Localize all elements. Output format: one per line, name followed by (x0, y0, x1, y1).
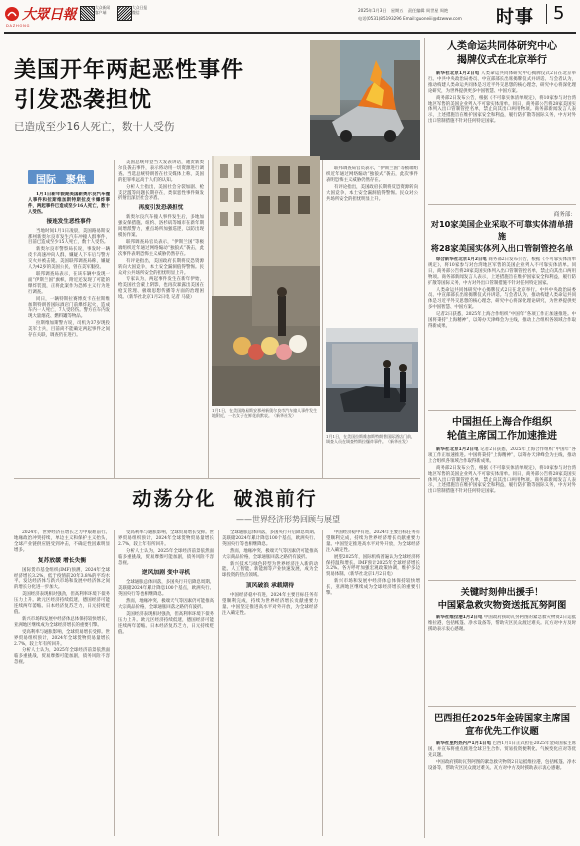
kicker-box (28, 170, 94, 184)
feature-col2-p1: 受高利率与通胀影响，全球贸易增长受抑。世界贸易组织预计，2024年全球货物贸易量增长2.7%，较上年有所回升。 (118, 530, 214, 547)
issue-weekday: 星期五 (390, 8, 404, 13)
feature-col1-p4: 新兴市场和发展中经济体总体保持较快增长，亚洲地区继续成为全球经济增长的重要引擎。 (14, 616, 110, 628)
main-col1-p1: 当地时间1月1日凌晨，美国路易斯安那州新奥尔良市发生汽车冲撞人群事件，目前已造成至少15人死亡，数十人受伤。 (28, 228, 110, 246)
feature-col1-p3: 美国经济表现相对强劲，但高利率环境下债务压力上升。欧元区经济持续低迷，德国经济可能连续两年萎缩。日本经济复苏乏力，日元持续贬值。 (14, 592, 110, 615)
main-col-divider-3 (322, 160, 323, 478)
right-story2-kicker: 商务部： (553, 212, 576, 218)
feature-col4-p1: 中国经济稳中有进，2024年主要目标任务有望顺利完成，持续为世界经济增长贡献重要力量。中国坚定推进高水平对外开放，为全球经济注入确定性。 (326, 530, 420, 553)
main-col1-subhead: 接连发生恶性事件 (46, 218, 92, 225)
right-story2-body (428, 257, 576, 409)
main-col1-p5: 拉斯维加斯警方说，司机为37岁现役美军士兵，目前尚不能确定两起事件之间存在关联，调查仍在进行。 (28, 321, 110, 339)
right-story5-text-cont: 中国政府援助瓦努阿图的紧急救灾物资2日运抵维拉港，包括帐篷、净水设备等，帮助灾区民众渡过难关。瓦方对中方及时援助表示衷心感谢。 (428, 759, 576, 771)
right-story3-title-l2: 轮值主席国工作加速推进 (447, 431, 557, 442)
right-story5-title-l1: 巴西担任2025年金砖国家主席国 (434, 713, 570, 724)
right-col-divider (424, 38, 425, 838)
right-story-4 (428, 586, 576, 677)
feature-col1-p5: 受高利率与通胀影响，全球贸易增长受抑。世界贸易组织预计，2024年全球货物贸易量增长2.7%，较上年有所回升。 (14, 629, 110, 647)
feature-col2-p4: 然而，地缘冲突、极端天气等因素仍可能推高大宗商品价格，全球通胀回落之路仍有波折。 (118, 599, 214, 611)
qr-label-2: 大众日报 微信 (132, 5, 148, 15)
right-story5-byline: 新华社里约热内卢1月1日电 (436, 741, 492, 746)
right-story1-body (428, 71, 576, 203)
main-col2-p3: 新奥尔良汽车撞人事件发生后，多地加强安保措施。纽约、洛杉矶等城市在新年期间增派警力，重点场所加强巡逻，以防出现模仿作案。 (118, 215, 204, 239)
feature-col3-p3: 新兴技术与绿色转型为世界经济注入新的动能。人工智能、新能源等产业快速发展，成为全球投资的热点领域。 (222, 561, 318, 579)
feature-col1-p6: 分析人士认为，2025年全球经济前景依然面临多重挑战，贸易摩擦可能加剧，债务风险不容忽视。 (14, 648, 110, 666)
right-story2-title-l1: 对10家美国企业采取不可靠实体清单措施 (430, 219, 574, 241)
feature-col1-p1: 2024年，世界经济在增长乏力中艰难前行。地缘政治冲突持续，单边主义和保护主义抬头，全球产业链供应链受到冲击，不确定性因素明显增多。 (14, 530, 110, 553)
photo-investigation-image (326, 328, 418, 432)
feature-col2-p3: 全球通胀总体回落，多国央行开启降息周期。美联储2024年累计降息100个基点，欧洲央行、英国央行等也相继降息。 (118, 580, 214, 598)
main-subhead: 已造成至少16人死亡，数十人受伤 (14, 121, 175, 133)
right-story3-text: 记者2日获悉，2025年上海合作组织“中国年”各项工作正加速推进。中国将秉持“上海精神”，以筹办天津峰会为主线，推动上合组织各领域合作取得新成果。 (428, 447, 576, 464)
page-number: 5 (553, 3, 565, 24)
kicker-label-2: 聚焦 (66, 175, 86, 186)
right-story1-title-l1: 人类命运共同体研究中心 (447, 41, 557, 52)
right-story-1 (428, 40, 576, 203)
right-story-2 (428, 210, 576, 409)
contact-line: 电话(0531)85193296 Email:guoneiii@dzwww.com (358, 16, 462, 21)
logo-emblem-icon (4, 6, 20, 22)
feature-sec1-head: 复苏放缓 增长失衡 (37, 557, 87, 564)
main-col1-p3: 联邦调查局表示，在该车辆中发现一面“伊斯兰国”旗帜，附近还发现了可能的爆炸装置，正将此案作为恐怖主义行为进行调查。 (28, 271, 110, 295)
feature-col-1 (14, 530, 110, 836)
right-story1-byline: 新华社北京1月2日电 (436, 71, 480, 76)
right-story5-text: 巴西1月1日正式担任2025年金砖国家主席国，并宣布将重点推进全球卫生合作、贸易投资便利化、气候变化应对等优先议题。 (428, 741, 576, 758)
right-story3-body (428, 447, 576, 565)
photo-explosion-image (310, 40, 420, 160)
right-story-3 (428, 416, 576, 565)
right-rule-4 (428, 706, 576, 707)
right-rule-2 (428, 410, 576, 411)
main-col2-p5: 有评论指出，美国政府长期将反恐资源转向大国竞争，本土安全漏洞值得警惕。民众对公共场所安全的担忧明显上升。 (118, 258, 204, 276)
right-story2-text-cont2: 记者2日获悉，2025年上海合作组织“中国年”各项工作正加速推进。中国将秉持“上海精神”，以筹办天津峰会为主线，推动上合组织各领域合作取得新成果。 (428, 312, 576, 329)
photo-memorial-caption: 1月1日，在美国路易斯安那州新奥尔良市汽车撞人事件发生地附近，一名女子在鲜花前默哀。（新华社发） (212, 408, 318, 419)
main-col1-p4: 同日，一辆特斯拉赛博皮卡在拉斯维加斯特朗普国际酒店门前爆炸起火，造成车内一人死亡，7人受轻伤。警方在车内发现大量烟花、燃料罐等物品。 (28, 296, 110, 320)
feature-top-rule (14, 478, 420, 479)
issue-date: 2025年1月3日 (358, 8, 387, 13)
feature-col-3 (222, 530, 318, 836)
right-story5-body (428, 741, 576, 821)
right-rule-1 (428, 204, 576, 205)
main-headline-line1: 美国开年两起恶性事件 (14, 58, 245, 83)
masthead (0, 0, 580, 36)
masthead-date-line (358, 8, 488, 13)
main-col2-p4: 联邦调查局官员表示，“伊斯兰国”等极端组织近年通过网络煽动“独狼式”袭击，此次事件表明恐怖主义威胁仍然存在。 (118, 239, 204, 257)
feature-subhead: ——世界经济形势回顾与展望 (236, 515, 340, 524)
feature-divider-3 (322, 530, 323, 836)
main-col-1 (28, 192, 110, 490)
editors: 责任编辑 周世星 周艳 (407, 8, 449, 13)
feature-col2-p5: 美国经济表现相对强劲，但高利率环境下债务压力上升。欧元区经济持续低迷，德国经济可能连续两年萎缩。日本经济复苏乏力，日元持续贬值。 (118, 611, 214, 635)
main-col3-p2: 有评论指出，美国政府长期将反恐资源转向大国竞争，本土安全漏洞值得警惕。民众对公共场所安全的担忧明显上升。 (326, 184, 418, 202)
main-col-divider-1 (114, 160, 115, 478)
feature-col-4 (326, 530, 420, 836)
right-story3-byline: 新华社北京1月2日电 (436, 447, 479, 452)
feature-sec3-head: 顶风破浪 承载期待 (245, 583, 295, 590)
right-rule-3 (428, 580, 576, 581)
right-story2-byline: 综合新华社北京1月2日电 (436, 257, 487, 262)
right-story1-text-cont: 商务部2日发布公告，根据《不可靠实体清单规定》，将10家参与对台湾地区军售的美国企业列入不可靠实体清单。同日，商务部公告将28家美国实体列入出口管制管控名单，禁止向其出口两用物项。商务部新闻发言人表示，上述措施旨在维护国家安全和利益，履行防扩散等国际义务，中方对外出口管制措施不针对任何特定国家。 (428, 95, 576, 125)
main-col-3 (326, 166, 418, 324)
right-story3-title-l1: 中国担任上海合作组织 (452, 417, 552, 428)
right-story2-title-l2: 将28家美国实体列入出口管制管控名单 (430, 243, 574, 253)
section-title: 时事 (496, 7, 534, 28)
feature-col3-p1: 全球通胀总体回落，多国央行开启降息周期。美联储2024年累计降息100个基点，欧洲央行、英国央行等也相继降息。 (222, 530, 318, 547)
feature-headline: 动荡分化 破浪前行 (132, 488, 318, 510)
right-story1-title-l2: 揭牌仪式在北京举行 (457, 55, 547, 66)
right-story2-text: 商务部2日发布公告，根据《不可靠实体清单规定》，将10家参与对台湾地区军售的美国企业列入不可靠实体清单。同日，商务部公告将28家美国实体列入出口管制管控名单，禁止向其出口两用物项。商务部新闻发言人表示，上述措施旨在维护国家安全和利益，履行防扩散等国际义务，中方对外出口管制措施不针对任何特定国家。 (428, 257, 576, 286)
feature-col3-p2: 然而，地缘冲突、极端天气等因素仍可能推高大宗商品价格，全球通胀回落之路仍有波折。 (222, 548, 318, 560)
right-story4-byline: 新华社维拉港1月2日电 (436, 615, 483, 620)
feature-divider-2 (218, 530, 219, 836)
feature-divider-1 (114, 530, 115, 836)
right-story3-text-cont: 商务部2日发布公告，根据《不可靠实体清单规定》，将10家参与对台湾地区军售的美国企业列入不可靠实体清单。同日，商务部公告将28家美国实体列入出口管制管控名单，禁止向其出口两用物项。商务部新闻发言人表示，上述措施旨在维护国家安全和利益，履行防扩散等国际义务，中方对外出口管制措施不针对任何特定国家。 (428, 465, 576, 495)
qr-label-1: 大众新闻 客户端 (95, 5, 111, 15)
masthead-rule (4, 32, 576, 34)
main-col1-p2: 新奥尔良市警察局长说，事发时一辆皮卡高速冲向人群，嫌疑人下车后与警方交火并被击毙。美国联邦调查局称，嫌疑人为42岁的美国公民，曾在美军服役。 (28, 247, 110, 271)
main-col-2 (118, 160, 204, 478)
right-story4-body (428, 615, 576, 677)
feature-col2-p2: 分析人士认为，2025年全球经济前景依然面临多重挑战，贸易摩擦可能加剧，债务风险不容忽视。 (118, 548, 214, 566)
right-story2-text-cont: 人类命运共同体研究中心揭牌仪式2日在北京举行。中共中央政治局委员、中宣部部长出席揭牌仪式并讲话。与会者认为，推动构建人类命运共同体是习近平外交思想的核心理念，研究中心将深化理论研究，为世界提供更多中国智慧、中国方案。 (428, 287, 576, 311)
feature-col1-p2: 国际货币基金组织(IMF)预测，2024年全球经济增长3.2%，低于疫情前20年3.8%的平均水平。发达经济体与新兴市场和发展中经济体之间的增长分化进一步加大。 (14, 567, 110, 591)
right-story4-text: 中国政府援助瓦努阿图的紧急救灾物资2日运抵维拉港，包括帐篷、净水设备等，帮助灾区民众渡过难关。瓦方对中方及时援助表示衷心感谢。 (428, 615, 576, 632)
main-col3-p1: 联邦调查局官员表示，“伊斯兰国”等极端组织近年通过网络煽动“独狼式”袭击，此次事件表明恐怖主义威胁仍然存在。 (326, 166, 418, 183)
right-story-5 (428, 712, 576, 821)
photo-investigation-caption: 1月1日，在美国拉斯维加斯特朗普国际酒店门前，调查人员在调查特斯拉爆炸事件。（新华社发） (326, 434, 416, 445)
main-col2-p1: 美国总统拜登当天发表讲话，谴责新奥尔良袭击事件，表示将动用一切资源进行调查。当选总统特朗普在社交媒体上称，美国的犯罪率远高于人们的认知。 (118, 160, 204, 183)
photo-memorial (212, 156, 320, 406)
feature-col-2 (118, 530, 214, 836)
logo-pinyin: DAZHONG (6, 24, 31, 28)
main-col2-p2: 分析人士指出，美国社会分裂加剧、枪支泛滥等问题长期存在，类似恶性事件频发折射出深层社会矛盾。 (118, 184, 204, 202)
logo-text: 大眾日報 (22, 7, 76, 23)
main-headline-block (14, 56, 304, 135)
right-story4-title-l1: 关键时刻伸出援手！ (460, 587, 544, 598)
main-col2-subhead: 再度引发恐袭担忧 (138, 205, 184, 212)
right-story5-title-l2: 宣布优先工作议题 (465, 726, 539, 737)
right-story4-title-l2: 中国紧急救灾物资送抵瓦努阿图 (437, 600, 567, 611)
photo-investigation (326, 328, 418, 432)
main-col2-p6: 专家认为，两起事件发生在新年伊始，给美国社会蒙上阴影，也再次暴露出美国在枪支管理、极端思想传播等方面的治理困境。（新华社北京1月2日电 记者 马骁） (118, 277, 204, 301)
feature-col4-p3: 新兴市场和发展中经济体总体保持较快增长，亚洲地区继续成为全球经济增长的重要引擎。 (326, 579, 420, 597)
main-lead: 1月1日新年假期美国新奥尔良汽车撞人事件和拉斯维加斯特斯拉皮卡爆炸事件，两起事件已造成至少16人死亡，数十人受伤。 (28, 192, 110, 215)
photo-memorial-image (212, 156, 320, 406)
feature-col4-p2: 展望2025年，国际机构普遍认为全球经济将保持温和增长。IMF预计2025年全球经济增长3.2%。各方呼吁加强宏观政策协调，维护多边贸易体制。（新华社北京1月2日电） (326, 554, 420, 578)
qr-code-2 (117, 6, 132, 21)
qr-code-1 (80, 6, 95, 21)
photo-explosion (310, 40, 420, 160)
page-number-box (546, 4, 547, 24)
feature-sec2-head: 逆风加剧 变中寻机 (141, 570, 191, 577)
newspaper-logo (4, 4, 76, 26)
right-story1-text: 人类命运共同体研究中心揭牌仪式2日在北京举行。中共中央政治局委员、中宣部部长出席揭牌仪式并讲话。与会者认为，推动构建人类命运共同体是习近平外交思想的核心理念，研究中心将深化理论研究，为世界提供更多中国智慧、中国方案。 (428, 71, 576, 94)
main-col-divider-2 (208, 160, 209, 478)
main-headline-line2: 引发恐袭担忧 (14, 88, 153, 113)
kicker-label: 国际 (36, 175, 56, 186)
feature-col3-p4: 中国经济稳中有进，2024年主要目标任务有望顺利完成，持续为世界经济增长贡献重要力量。中国坚定推进高水平对外开放，为全球经济注入确定性。 (222, 593, 318, 616)
